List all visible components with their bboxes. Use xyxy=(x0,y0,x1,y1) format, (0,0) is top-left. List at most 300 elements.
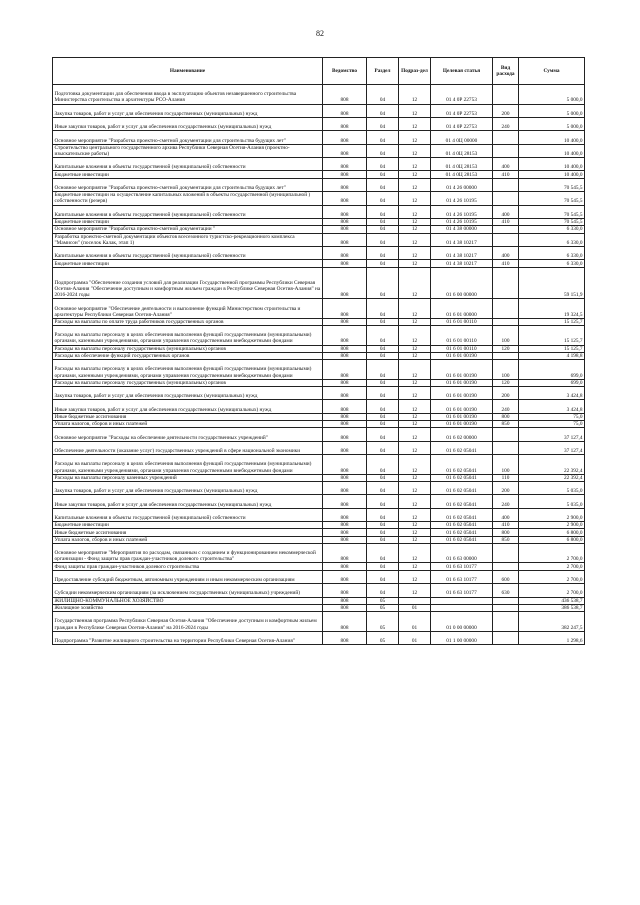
row-name: Разработка проектно-сметной документации объектов всесезонного туристско-рекреационного комплекса "Мамисон" (поселок Калак, этап 1) xyxy=(53,233,323,246)
row-expense-type: 630 xyxy=(493,584,519,597)
row-name: Расходы на выплаты персоналу государственных (муниципальных) органов xyxy=(53,345,323,352)
row-expense-type: 410 xyxy=(493,218,519,225)
row-amount: 37 127,4 xyxy=(519,441,585,454)
table-row xyxy=(53,612,585,632)
table-body xyxy=(53,85,585,645)
row-target: 01 0 00 00000 xyxy=(431,612,493,632)
row-name: Расходы на обеспечение функций государственных органов xyxy=(53,352,323,359)
row-section: 04 xyxy=(367,104,399,117)
row-department: 808 xyxy=(323,481,367,494)
row-name: Уплата налогов, сборов и иных платежей xyxy=(53,421,323,428)
row-subsection: 12 xyxy=(399,563,431,570)
table-row xyxy=(53,260,585,267)
row-expense-type: 240 xyxy=(493,400,519,413)
table-row xyxy=(53,345,585,352)
row-expense-type: 400 xyxy=(493,205,519,218)
row-subsection: 12 xyxy=(399,104,431,117)
row-subsection: 12 xyxy=(399,218,431,225)
row-target: 01 6 02 05041 xyxy=(431,441,493,454)
header-target: Целевая статья xyxy=(431,58,493,85)
row-name: Жилищное хозяйство xyxy=(53,604,323,611)
row-target: 01 4 0Р 22753 xyxy=(431,117,493,130)
row-name: Основное мероприятие "Разработка проектно-сметной документации для строительства будущих лет" xyxy=(53,178,323,191)
table-row xyxy=(53,455,585,475)
table-row xyxy=(53,413,585,420)
row-subsection: 12 xyxy=(399,386,431,399)
row-section: 04 xyxy=(367,386,399,399)
table-row xyxy=(53,233,585,246)
row-department: 808 xyxy=(323,85,367,105)
row-subsection: 12 xyxy=(399,474,431,481)
table-row xyxy=(53,326,585,346)
row-target: 01 4 38 10217 xyxy=(431,260,493,267)
row-subsection: 12 xyxy=(399,421,431,428)
row-subsection: 12 xyxy=(399,360,431,380)
table-row xyxy=(53,246,585,259)
row-amount: 15 125,7 xyxy=(519,318,585,325)
row-subsection: 12 xyxy=(399,299,431,319)
row-target: 01 6 01 00190 xyxy=(431,421,493,428)
row-expense-type: 120 xyxy=(493,379,519,386)
row-expense-type xyxy=(493,299,519,319)
row-department: 808 xyxy=(323,543,367,563)
table-row xyxy=(53,529,585,536)
row-department: 808 xyxy=(323,267,367,299)
row-subsection: 12 xyxy=(399,260,431,267)
row-expense-type: 200 xyxy=(493,481,519,494)
row-amount: 10 400,0 xyxy=(519,144,585,157)
table-row xyxy=(53,318,585,325)
row-target: 01 6 01 00110 xyxy=(431,345,493,352)
row-name: Закупка товаров, работ и услуг для обеспечения государственных (муниципальных) нужд xyxy=(53,386,323,399)
row-target: 01 6 02 05041 xyxy=(431,522,493,529)
row-target: 01 6 02 05041 xyxy=(431,474,493,481)
row-name: Капитальные вложения в объекты государственной (муниципальной) собственности xyxy=(53,158,323,171)
row-expense-type xyxy=(493,441,519,454)
row-name: Капитальные вложения в объекты государственной (муниципальной) собственности xyxy=(53,246,323,259)
row-department: 808 xyxy=(323,421,367,428)
row-target: 01 1 00 00000 xyxy=(431,631,493,644)
row-target: 01 4 26 10195 xyxy=(431,192,493,205)
row-amount: 6 330,0 xyxy=(519,260,585,267)
row-target: 01 6 01 00190 xyxy=(431,360,493,380)
row-subsection: 01 xyxy=(399,604,431,611)
row-section: 04 xyxy=(367,536,399,543)
table-row xyxy=(53,117,585,130)
row-amount: 10 400,0 xyxy=(519,158,585,171)
row-target: 01 6 02 00000 xyxy=(431,428,493,441)
table-row xyxy=(53,597,585,604)
row-expense-type: 100 xyxy=(493,360,519,380)
row-subsection: 01 xyxy=(399,612,431,632)
row-expense-type xyxy=(493,85,519,105)
table-row xyxy=(53,481,585,494)
row-department: 808 xyxy=(323,218,367,225)
table-row xyxy=(53,631,585,644)
header-expense-type: Вид расхода xyxy=(493,58,519,85)
row-section: 04 xyxy=(367,246,399,259)
row-department: 808 xyxy=(323,563,367,570)
row-subsection: 12 xyxy=(399,413,431,420)
row-expense-type: 240 xyxy=(493,495,519,508)
row-expense-type xyxy=(493,192,519,205)
row-target: 01 6 01 00190 xyxy=(431,413,493,420)
row-expense-type: 240 xyxy=(493,117,519,130)
row-name: Подпрограмма "Развитие жилищного строительства на территории Республики Северная Осетия-Алания" xyxy=(53,631,323,644)
table-row xyxy=(53,495,585,508)
row-department: 808 xyxy=(323,345,367,352)
row-amount: 2 900,0 xyxy=(519,522,585,529)
row-target: 01 6 63 10177 xyxy=(431,570,493,583)
row-department: 808 xyxy=(323,226,367,233)
row-department: 808 xyxy=(323,413,367,420)
row-target: 01 6 01 00000 xyxy=(431,299,493,319)
row-subsection: 12 xyxy=(399,536,431,543)
row-subsection: 12 xyxy=(399,158,431,171)
row-amount: 6 800,0 xyxy=(519,536,585,543)
row-department: 808 xyxy=(323,171,367,178)
row-section: 04 xyxy=(367,226,399,233)
row-expense-type: 100 xyxy=(493,326,519,346)
row-amount: 3 424,8 xyxy=(519,400,585,413)
row-target: 01 6 63 10177 xyxy=(431,563,493,570)
table-row xyxy=(53,421,585,428)
row-section: 04 xyxy=(367,260,399,267)
row-name: Закупка товаров, работ и услуг для обеспечения государственных (муниципальных) нужд xyxy=(53,481,323,494)
row-name: Бюджетные инвестиции xyxy=(53,522,323,529)
page-number: 82 xyxy=(316,29,324,38)
row-amount: 5 000,0 xyxy=(519,117,585,130)
row-target: 01 4 0Р 22753 xyxy=(431,104,493,117)
table-row xyxy=(53,205,585,218)
row-subsection: 12 xyxy=(399,117,431,130)
table-row xyxy=(53,428,585,441)
row-name: Бюджетные инвестиции xyxy=(53,260,323,267)
header-department: Ведомство xyxy=(323,58,367,85)
row-section: 04 xyxy=(367,192,399,205)
row-section: 04 xyxy=(367,570,399,583)
table-row xyxy=(53,474,585,481)
row-target: 01 6 01 00110 xyxy=(431,318,493,325)
row-expense-type: 800 xyxy=(493,529,519,536)
row-expense-type xyxy=(493,543,519,563)
row-department: 808 xyxy=(323,158,367,171)
table-row xyxy=(53,563,585,570)
row-amount: 5 035,0 xyxy=(519,495,585,508)
row-name: Бюджетные инвестиции xyxy=(53,218,323,225)
row-department: 808 xyxy=(323,508,367,521)
row-target: 01 6 01 00110 xyxy=(431,326,493,346)
table-row xyxy=(53,171,585,178)
row-amount: 70 545,5 xyxy=(519,178,585,191)
row-name: Основное мероприятие "Разработка проектно-сметной документации " xyxy=(53,226,323,233)
row-section: 04 xyxy=(367,400,399,413)
row-name: Строительство центрального государственного архива Республики Северная Осетия-Алания (проектно-изыскательские работы) xyxy=(53,144,323,157)
row-subsection: 01 xyxy=(399,631,431,644)
row-section: 04 xyxy=(367,508,399,521)
row-subsection: 12 xyxy=(399,570,431,583)
row-department: 808 xyxy=(323,299,367,319)
row-subsection: 12 xyxy=(399,205,431,218)
row-department: 808 xyxy=(323,352,367,359)
row-expense-type xyxy=(493,612,519,632)
row-department: 808 xyxy=(323,260,367,267)
row-section: 04 xyxy=(367,495,399,508)
row-section: 04 xyxy=(367,529,399,536)
row-amount: 2 700,0 xyxy=(519,563,585,570)
row-amount: 22 392,4 xyxy=(519,474,585,481)
table-row xyxy=(53,441,585,454)
row-name: Основное мероприятие "Расходы на обеспечение деятельности государственных учреждений" xyxy=(53,428,323,441)
row-section: 05 xyxy=(367,631,399,644)
row-amount: 37 127,4 xyxy=(519,428,585,441)
row-amount: 10 400,0 xyxy=(519,131,585,144)
table-row xyxy=(53,158,585,171)
row-subsection xyxy=(399,597,431,604)
row-subsection: 12 xyxy=(399,495,431,508)
row-expense-type: 100 xyxy=(493,455,519,475)
row-amount: 386 538,7 xyxy=(519,604,585,611)
row-section: 04 xyxy=(367,267,399,299)
row-expense-type: 400 xyxy=(493,508,519,521)
row-section: 04 xyxy=(367,474,399,481)
row-section: 04 xyxy=(367,299,399,319)
row-section: 04 xyxy=(367,441,399,454)
row-expense-type xyxy=(493,563,519,570)
row-department: 808 xyxy=(323,104,367,117)
row-section: 04 xyxy=(367,345,399,352)
row-target: 01 6 02 05041 xyxy=(431,495,493,508)
row-amount: 15 125,7 xyxy=(519,326,585,346)
row-amount: 15 125,7 xyxy=(519,345,585,352)
row-expense-type xyxy=(493,144,519,157)
table-row xyxy=(53,543,585,563)
row-subsection: 12 xyxy=(399,400,431,413)
row-amount: 70 545,5 xyxy=(519,218,585,225)
row-section: 04 xyxy=(367,379,399,386)
row-target: 01 4 38 10217 xyxy=(431,246,493,259)
row-amount: 6 330,0 xyxy=(519,246,585,259)
row-amount: 699,0 xyxy=(519,379,585,386)
row-section: 04 xyxy=(367,218,399,225)
row-name: Расходы на выплаты персоналу казенных учреждений xyxy=(53,474,323,481)
row-department: 808 xyxy=(323,604,367,611)
row-department: 808 xyxy=(323,495,367,508)
row-section: 04 xyxy=(367,178,399,191)
row-subsection: 12 xyxy=(399,326,431,346)
row-name: Обеспечение деятельности (оказание услуг) государственных учреждений в сфере национальной экономики xyxy=(53,441,323,454)
row-name: Подготовка документации для обеспечения ввода в эксплуатацию объектов незавершенного строительства Министерства строительства и архитектуры РСО-Алания xyxy=(53,85,323,105)
row-expense-type xyxy=(493,131,519,144)
row-department: 808 xyxy=(323,570,367,583)
row-section: 04 xyxy=(367,563,399,570)
row-section: 04 xyxy=(367,326,399,346)
row-subsection: 12 xyxy=(399,543,431,563)
row-name: Иные закупки товаров, работ и услуг для обеспечения государственных (муниципальных) нужд xyxy=(53,400,323,413)
row-name: Основное мероприятие "Мероприятия по расходам, связанным с созданием и функционированием некоммерческой организации - Фонд защиты прав граждан-участников долевого строительства" xyxy=(53,543,323,563)
row-target xyxy=(431,604,493,611)
row-section: 04 xyxy=(367,117,399,130)
row-section: 04 xyxy=(367,85,399,105)
row-target: 01 6 02 05041 xyxy=(431,529,493,536)
table-row xyxy=(53,226,585,233)
row-department: 808 xyxy=(323,178,367,191)
row-name: Субсидии некоммерческим организациям (за исключением государственных (муниципальных) учреждений) xyxy=(53,584,323,597)
row-section: 04 xyxy=(367,421,399,428)
row-name: Иные закупки товаров, работ и услуг для обеспечения государственных (муниципальных) нужд xyxy=(53,495,323,508)
row-expense-type xyxy=(493,226,519,233)
row-section: 04 xyxy=(367,481,399,494)
row-amount: 436 538,7 xyxy=(519,597,585,604)
row-subsection: 12 xyxy=(399,233,431,246)
row-amount: 59 151,9 xyxy=(519,267,585,299)
table-row xyxy=(53,85,585,105)
row-department: 808 xyxy=(323,522,367,529)
header-name: Наименование xyxy=(53,58,323,85)
row-department: 808 xyxy=(323,428,367,441)
row-expense-type: 110 xyxy=(493,474,519,481)
row-department: 808 xyxy=(323,386,367,399)
row-section: 04 xyxy=(367,171,399,178)
row-name: Предоставление субсидий бюджетным, автономным учреждениям и иным некоммерческим организациям xyxy=(53,570,323,583)
row-department: 808 xyxy=(323,597,367,604)
table-row xyxy=(53,400,585,413)
row-subsection: 12 xyxy=(399,318,431,325)
row-section: 05 xyxy=(367,604,399,611)
row-name: Капитальные вложения в объекты государственной (муниципальной) собственности xyxy=(53,205,323,218)
row-amount: 75,0 xyxy=(519,413,585,420)
row-expense-type xyxy=(493,352,519,359)
row-department: 808 xyxy=(323,131,367,144)
row-section: 04 xyxy=(367,584,399,597)
header-section: Раздел xyxy=(367,58,399,85)
row-name: Расходы на выплаты по оплате труда работников государственных органов xyxy=(53,318,323,325)
row-expense-type xyxy=(493,631,519,644)
table-row xyxy=(53,584,585,597)
row-subsection: 12 xyxy=(399,441,431,454)
row-target: 01 4 38 10217 xyxy=(431,233,493,246)
row-amount: 22 392,4 xyxy=(519,455,585,475)
row-target: 01 6 63 00000 xyxy=(431,543,493,563)
row-subsection: 12 xyxy=(399,508,431,521)
row-target: 01 6 01 00190 xyxy=(431,400,493,413)
table-row xyxy=(53,267,585,299)
row-department: 808 xyxy=(323,233,367,246)
table-row xyxy=(53,178,585,191)
table-header-row xyxy=(53,58,585,85)
row-expense-type xyxy=(493,604,519,611)
row-department: 808 xyxy=(323,584,367,597)
table-row xyxy=(53,299,585,319)
header-subsection: Подраз-дел xyxy=(399,58,431,85)
row-amount: 699,0 xyxy=(519,360,585,380)
row-target: 01 6 00 00000 xyxy=(431,267,493,299)
row-target: 01 4 38 00000 xyxy=(431,226,493,233)
row-target: 01 4 26 00000 xyxy=(431,178,493,191)
row-expense-type xyxy=(493,233,519,246)
row-expense-type: 200 xyxy=(493,104,519,117)
row-subsection: 12 xyxy=(399,178,431,191)
row-subsection: 12 xyxy=(399,345,431,352)
table-row xyxy=(53,218,585,225)
table-row xyxy=(53,508,585,521)
row-target: 01 6 02 05041 xyxy=(431,536,493,543)
row-subsection: 12 xyxy=(399,226,431,233)
row-name: Подпрограмма "Обеспечение создания условий для реализации Государственной программы Республики Северная Осетия-Алания "Обеспечение доступным и комфортным жильем граждан в Республике Северная Осетия-Алания" на 2016-2024 годы xyxy=(53,267,323,299)
row-subsection: 12 xyxy=(399,85,431,105)
row-department: 808 xyxy=(323,441,367,454)
row-subsection: 12 xyxy=(399,529,431,536)
row-expense-type xyxy=(493,178,519,191)
row-target: 01 4 0Р 22753 xyxy=(431,85,493,105)
row-amount: 70 545,5 xyxy=(519,192,585,205)
row-name: ЖИЛИЩНО-КОММУНАЛЬНОЕ ХОЗЯЙСТВО xyxy=(53,597,323,604)
row-section: 05 xyxy=(367,597,399,604)
row-expense-type xyxy=(493,428,519,441)
row-subsection: 12 xyxy=(399,192,431,205)
row-name: Иные бюджетные ассигнования xyxy=(53,529,323,536)
row-department: 808 xyxy=(323,144,367,157)
row-expense-type: 410 xyxy=(493,522,519,529)
row-department: 808 xyxy=(323,192,367,205)
row-department: 808 xyxy=(323,379,367,386)
row-section: 04 xyxy=(367,428,399,441)
row-section: 05 xyxy=(367,612,399,632)
row-target: 01 4 0Ц 28153 xyxy=(431,144,493,157)
header-amount: Сумма xyxy=(519,58,585,85)
row-department: 808 xyxy=(323,529,367,536)
row-department: 808 xyxy=(323,205,367,218)
row-subsection: 12 xyxy=(399,522,431,529)
row-amount: 4 198,8 xyxy=(519,352,585,359)
row-target xyxy=(431,597,493,604)
row-expense-type: 400 xyxy=(493,158,519,171)
row-section: 04 xyxy=(367,158,399,171)
row-expense-type: 120 xyxy=(493,345,519,352)
row-amount: 5 000,0 xyxy=(519,85,585,105)
row-amount: 382 247,5 xyxy=(519,612,585,632)
row-subsection: 12 xyxy=(399,144,431,157)
row-name: Расходы на выплаты персоналу в целях обеспечения выполнения функций государственными (муниципальными) органами, казенными учреждениями, органами управления государственными внебюджетными фондами xyxy=(53,360,323,380)
row-subsection: 12 xyxy=(399,428,431,441)
row-department: 808 xyxy=(323,117,367,130)
row-name: Капитальные вложения в объекты государственной (муниципальной) собственности xyxy=(53,508,323,521)
row-target: 01 4 0Ц 00000 xyxy=(431,131,493,144)
row-amount: 10 400,0 xyxy=(519,171,585,178)
row-amount: 2 700,0 xyxy=(519,570,585,583)
row-target: 01 6 01 00190 xyxy=(431,352,493,359)
row-name: Иные закупки товаров, работ и услуг для обеспечения государственных (муниципальных) нужд xyxy=(53,117,323,130)
row-name: Расходы на выплаты персоналу государственных (муниципальных) органов xyxy=(53,379,323,386)
table-row xyxy=(53,386,585,399)
row-target: 01 4 26 10195 xyxy=(431,218,493,225)
row-department: 808 xyxy=(323,246,367,259)
row-target: 01 4 26 10195 xyxy=(431,205,493,218)
row-target: 01 6 01 00190 xyxy=(431,386,493,399)
row-section: 04 xyxy=(367,131,399,144)
row-subsection: 12 xyxy=(399,455,431,475)
row-name: Бюджетные инвестиции на осуществление капитальных вложений в объекты государственной (муниципальной ) собственности (резерв) xyxy=(53,192,323,205)
row-amount: 5 000,0 xyxy=(519,104,585,117)
row-section: 04 xyxy=(367,352,399,359)
table-row xyxy=(53,131,585,144)
table-row xyxy=(53,192,585,205)
row-expense-type: 400 xyxy=(493,246,519,259)
table-row xyxy=(53,352,585,359)
row-expense-type: 600 xyxy=(493,570,519,583)
row-subsection: 12 xyxy=(399,131,431,144)
row-target: 01 4 0Ц 28153 xyxy=(431,158,493,171)
